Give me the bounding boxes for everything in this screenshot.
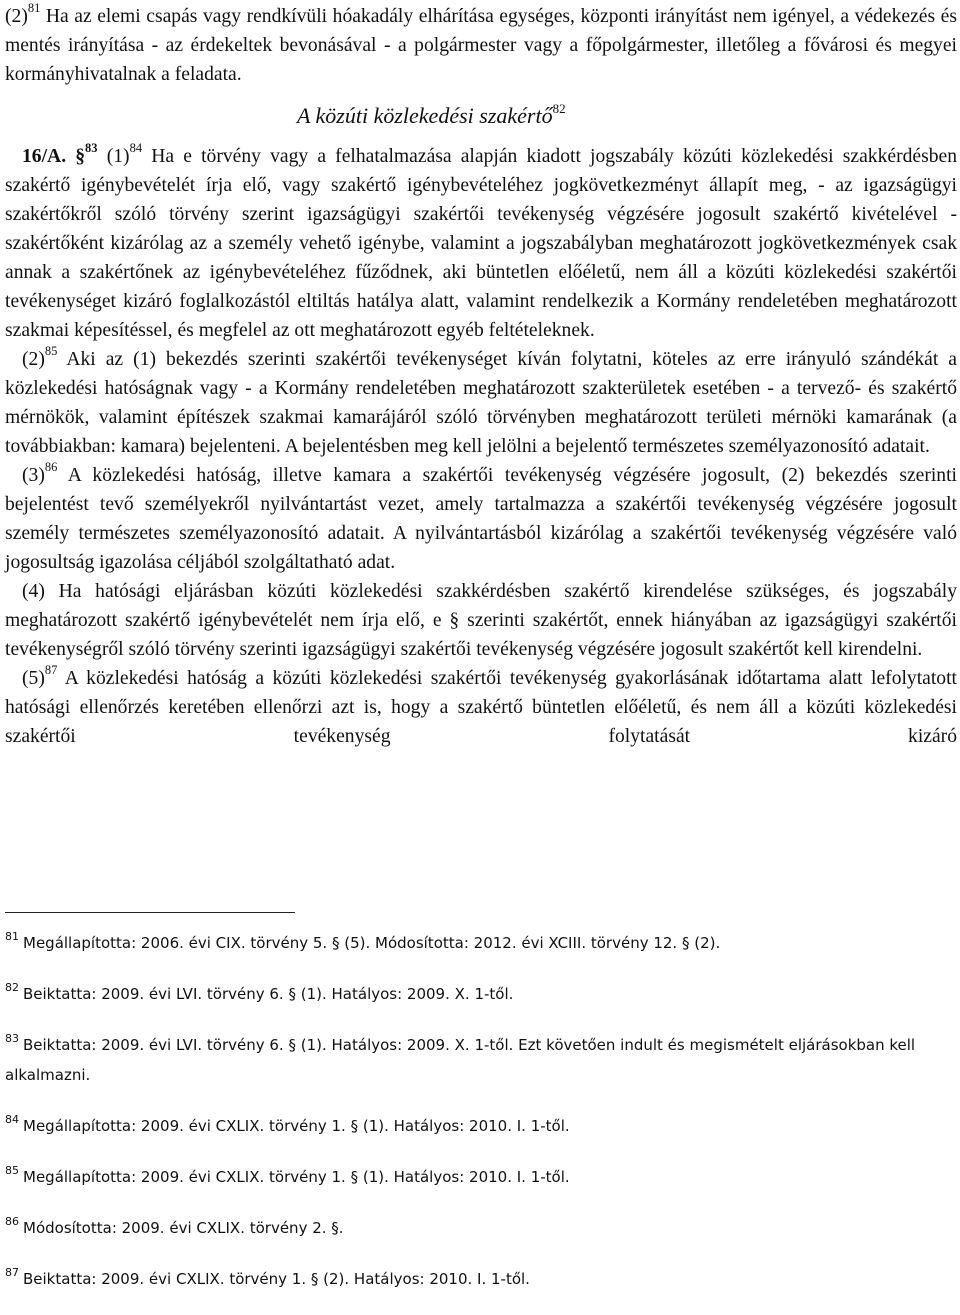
footnotes [5, 928, 957, 1315]
section-label: 16/A. § [22, 146, 86, 167]
paragraph-text: Aki az (1) bekezdés szerinti szakértői tevékenységet kíván folytatni, köteles az erre irányuló szándékát a közlekedési hatóságnak vagy - a Kormány rendeletében meghatározott szakterületek esetében - a tervező- és szakértő mérnökök, valamint építészek szakmai kamarájáról szóló törvényben meghatározott területi mérnöki kamarának (a továbbiakban: kamara) bejelenteni. A bejelentésben meg kell jelölni a bejelentő természetes személyazonosító adatait. [5, 349, 957, 457]
footnote-81 [5, 928, 957, 958]
paragraph-number: (5) [22, 668, 45, 689]
section-heading [5, 101, 957, 131]
footnote-87 [5, 1264, 957, 1294]
paragraph-number: (2) [5, 6, 28, 27]
footnote-84 [5, 1111, 957, 1141]
footnote-text: Beiktatta: 2009. évi CXLIX. törvény 1. § (2). Hatályos: 2010. I. 1-től. [23, 1270, 530, 1288]
footnote-86 [5, 1213, 957, 1243]
section-16a-paragraph-4 [5, 577, 957, 664]
footnote-text: Beiktatta: 2009. évi LVI. törvény 6. § (1). Hatályos: 2009. X. 1-től. [23, 985, 514, 1003]
footnote-ref-85[interactable]: 85 [44, 344, 58, 359]
footnote-text: Módosította: 2009. évi CXLIX. törvény 2. §. [23, 1219, 344, 1237]
footnote-number: 84 [5, 1113, 19, 1126]
footnote-separator [5, 912, 295, 913]
footnote-text: Megállapította: 2009. évi CXLIX. törvény 1. § (1). Hatályos: 2010. I. 1-től. [23, 1168, 570, 1186]
footnote-ref-81[interactable]: 81 [27, 1, 41, 16]
footnote-text: Beiktatta: 2009. évi LVI. törvény 6. § (1). Hatályos: 2009. X. 1-től. Ezt követően indult és megismételt eljárásokban kell alkalmazni. [5, 1036, 916, 1084]
footnote-number: 87 [5, 1266, 19, 1279]
footnote-82 [5, 979, 957, 1009]
footnote-ref-82[interactable]: 82 [552, 100, 566, 116]
footnote-number: 81 [5, 930, 19, 943]
paragraph-text: Ha az elemi csapás vagy rendkívüli hóakadály elhárítása egységes, központi irányítást nem igényel, a védekezés és mentés irányítása - az érdekeltek bevonásával - a polgármester vagy a főpolgármester, illetőleg a fővárosi és megyei kormányhivatalnak a feladata. [5, 6, 957, 85]
footnote-number: 85 [5, 1164, 19, 1177]
footnote-83 [5, 1030, 957, 1090]
footnote-text: Megállapította: 2009. évi CXLIX. törvény 1. § (1). Hatályos: 2010. I. 1-től. [23, 1117, 570, 1135]
paragraph-number: (1) [97, 146, 130, 167]
paragraph-2 [5, 0, 957, 89]
footnote-85 [5, 1162, 957, 1192]
section-16a-paragraph-2 [5, 345, 957, 461]
footnote-text: Megállapította: 2006. évi CIX. törvény 5. § (5). Módosította: 2012. évi XCIII. törvény 12. § (2). [23, 934, 721, 952]
footnote-number: 83 [5, 1032, 19, 1045]
paragraph-number: (2) [22, 349, 45, 370]
footnote-number: 82 [5, 981, 19, 994]
section-16a-paragraph-5 [5, 664, 957, 751]
footnote-ref-87[interactable]: 87 [44, 663, 58, 678]
paragraph-text: A közlekedési hatóság, illetve kamara a szakértői tevékenység végzésére jogosult, (2) bekezdés szerinti bejelentést tevő személyekről nyilvántartást vezet, amely tartalmazza a szakértői tevékenység végzésére jogosult személy természetes személyazonosító adatait. A nyilvántartásból kizárólag a szakértői tevékenység végzésére való jogosultság igazolása céljából szolgáltatható adat. [5, 465, 957, 573]
footnote-number: 86 [5, 1215, 19, 1228]
section-16a-paragraph-1 [5, 142, 957, 345]
section-heading-text: A közúti közlekedési szakértő [297, 103, 553, 128]
paragraph-number: (3) [22, 465, 45, 486]
paragraph-text: (4) Ha hatósági eljárásban közúti közlekedési szakkérdésben szakértő kirendelése szükséges, és jogszabály meghatározott szakértő igénybevételét nem írja elő, e § szerinti szakértőt, ennek hiányában az igazságügyi szakértői tevékenységről szóló törvény szerinti igazságügyi szakértői tevékenység végzésére jogosult szakértőt kell kirendelni. [5, 581, 957, 660]
section-16a-paragraph-3 [5, 461, 957, 577]
footnote-ref-86[interactable]: 86 [44, 460, 58, 475]
paragraph-text: A közlekedési hatóság a közúti közlekedési szakértői tevékenység gyakorlásának időtartama alatt lefolytatott hatósági ellenőrzés keretében ellenőrzi azt is, hogy a szakértő büntetlen előéletű, és nem áll a közúti közlekedési szakértői tevékenység folytatását kizáró [5, 668, 957, 747]
document-page [5, 0, 957, 751]
footnote-ref-84[interactable]: 84 [129, 141, 143, 156]
footnote-ref-83[interactable]: 83 [85, 141, 98, 156]
paragraph-text: Ha e törvény vagy a felhatalmazása alapján kiadott jogszabály közúti közlekedési szakkérdésben szakértő igénybevételét írja elő, vagy szakértő igénybevételéhez jogkövetkezményt állapít meg, - az igazságügyi szakértőkről szóló törvény szerint igazságügyi szakértői tevékenység végzésére jogosult szakértő kivételével - szakértőként kizárólag az a személy vehető igénybe, valamint a jogszabályban meghatározott jogkövetkezmények csak annak a szakértőnek az igénybevételéhez fűződnek, aki büntetlen előéletű, nem áll a közúti közlekedési szakértői tevékenységet kizáró foglalkozástól eltiltás hatálya alatt, valamint rendelkezik a Kormány rendeletében meghatározott szakmai képesítéssel, és megfelel az ott meghatározott egyéb feltételeknek. [5, 146, 958, 341]
